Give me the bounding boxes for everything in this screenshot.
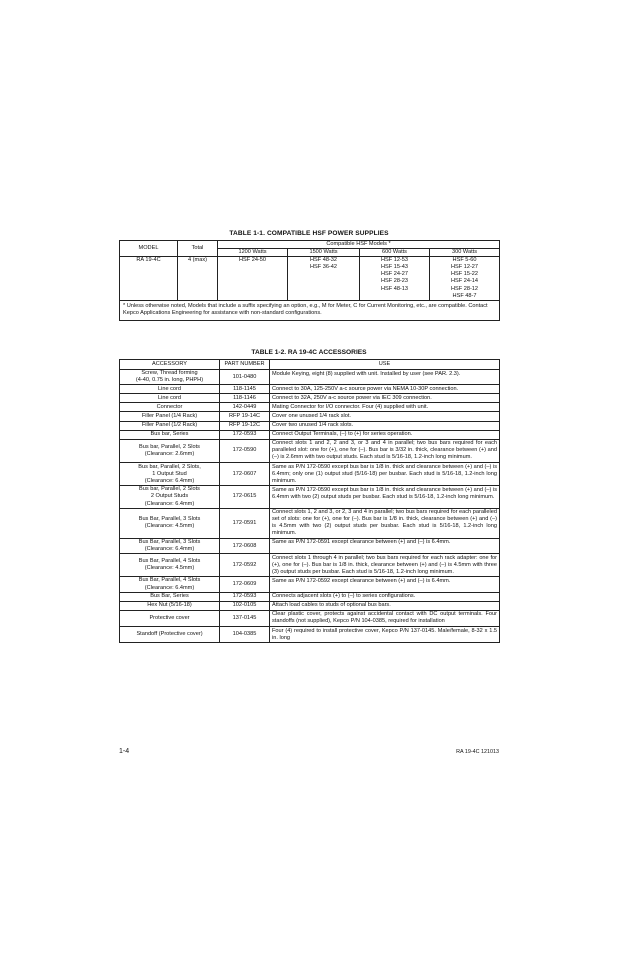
table1-model-cell: RA 19-4C [120, 257, 178, 301]
use-cell: Four (4) required to install protective cover, Kepco P/N 137-0145. Male/female, 8-32 x 1.5 in. long [270, 627, 500, 643]
use-cell: Connect Output Terminals, (–) to (+) for series operation. [270, 430, 500, 439]
table-row [120, 439, 500, 462]
part-number-cell: 142-0449 [220, 403, 270, 412]
use-cell: Connect to 30A, 125-250V a-c source power via NEMA 10-30P connection. [270, 385, 500, 394]
accessory-cell [120, 385, 220, 394]
hsf-model-entry: HSF 5-60 [452, 257, 477, 264]
table1-header-model: MODEL [120, 241, 178, 257]
accessory-cell [120, 508, 220, 538]
accessory-line: Screw, Thread forming [141, 370, 198, 376]
hsf-model-entry: HSF 15-43 [380, 264, 409, 271]
table-row [120, 430, 500, 439]
use-cell: Connect slots 1, 2 and 3, or 2, 3 and 4 in parallel; two bus bars required for each paralleled set of slots: one for (+), one for (–). Bus bar is 1/8 in. thick, clearance between (+) and (–) is 4.5mm with two (2) output studs per busbar. Each stud is 5/16-18, 1.2-inch long minimum. [270, 508, 500, 538]
table-row [120, 385, 500, 394]
table1-row [120, 257, 500, 301]
accessory-line: Connector [156, 403, 183, 410]
part-number-cell: 104-0385 [220, 627, 270, 643]
accessory-line: (Clearance: 4.5mm) [144, 523, 195, 530]
part-number-cell: 172-0593 [220, 430, 270, 439]
accessory-cell [120, 538, 220, 553]
accessory-line: (Clearance: 6.4mm) [144, 584, 195, 591]
accessory-line: Bus Bar, Series [150, 593, 189, 600]
table2-header-use: USE [270, 360, 500, 370]
accessory-line: (Clearance: 4.5mm) [144, 565, 195, 572]
accessory-line: (Clearance: 6.4mm) [144, 546, 195, 553]
accessory-line: 1 Output Stud [152, 470, 187, 477]
hsf-model-entry: HSF 28-23 [380, 278, 409, 285]
accessory-cell [120, 439, 220, 462]
document-id: RA 19-4C 121013 [456, 749, 499, 755]
table1-header-watts: 600 Watts [360, 249, 430, 257]
hsf-model-entry: HSF 48-7 [452, 292, 477, 299]
hsf-model-entry: HSF 36-42 [309, 264, 338, 271]
table1-header-watts: 300 Watts [430, 249, 500, 257]
table-row [120, 394, 500, 403]
table-row [120, 412, 500, 421]
part-number-cell: 172-0608 [220, 538, 270, 553]
table-row [120, 508, 500, 538]
use-cell: Cover one unused 1/4 rack slot. [270, 412, 500, 421]
accessory-cell [120, 370, 220, 385]
table1-title: TABLE 1-1. COMPATIBLE HSF POWER SUPPLIES [229, 230, 389, 237]
table-row [120, 403, 500, 412]
accessory-line: Bus Bar, Parallel, 3 Slots [138, 516, 201, 523]
table-row [120, 601, 500, 610]
page-number: 1-4 [119, 748, 130, 755]
table-row [120, 370, 500, 385]
hsf-model-entry: HSF 28-12 [450, 285, 479, 292]
table1-total-cell: 4 (max) [178, 257, 218, 301]
accessory-line: (4-40, 0.75 in. long, PHPH) [135, 377, 204, 384]
part-number-cell: RFP 19-14C [220, 412, 270, 421]
hsf-model-entry: HSF 24-27 [380, 271, 409, 278]
accessory-line: Protective cover [149, 614, 190, 621]
part-number-cell: 137-0145 [220, 610, 270, 626]
table1-models-cell [430, 257, 500, 301]
hsf-model-entry: HSF 48-13 [380, 285, 409, 292]
table-row [120, 463, 500, 486]
table-row [120, 538, 500, 553]
use-cell: Same as P/N 172-0590 except bus bar is 1/8 in. thick and clearance between (+) and (–) is 6.4mm with two (2) output studs per busbar. Each stud is 5/16-18, 1.2-inch long minimum. [270, 486, 500, 508]
part-number-cell: 102-0105 [220, 601, 270, 610]
accessory-cell [120, 403, 220, 412]
accessory-line: Bus Bar, Parallel, 4 Slots [138, 577, 201, 584]
table-row [120, 554, 500, 577]
use-cell: Clear plastic cover, protects against accidental contact with DC output terminals. Four standoffs (not supplied), Kepco P/N 104-0385, required for installation [270, 610, 500, 626]
accessory-cell [120, 627, 220, 643]
part-number-cell: 118-1146 [220, 394, 270, 403]
accessory-line: Line cord [157, 394, 181, 401]
accessory-line: Standoff (Protective cover) [136, 631, 203, 638]
accessory-cell [120, 577, 220, 592]
hsf-model-entry: HSF 12-53 [380, 257, 409, 264]
table-row [120, 627, 500, 643]
use-cell: Same as P/N 172-0590 except bus bar is 1/8 in. thick and clearance between (+) and (–) is 6.4mm; only one (1) output stud (5/16-18) per busbar. Each stud is 5/16-18, 1.2-inch long minimum. [270, 463, 500, 486]
table-row [120, 610, 500, 626]
accessory-line: Hex Nut (5/16-18) [147, 602, 192, 609]
accessory-line: Bus bar, Parallel, 2 Slots [139, 486, 200, 493]
part-number-cell: 118-1145 [220, 385, 270, 394]
table2-header-accessory: ACCESSORY [120, 360, 220, 370]
hsf-model-entry: HSF 24-14 [450, 278, 479, 285]
accessory-cell [120, 554, 220, 577]
hsf-model-entry: HSF 12-27 [450, 264, 479, 271]
table1-footnote: * Unless otherwise noted, Models that include a suffix specifying an option, e.g., M for Meter, C for Current Monitoring, etc., are compatible. Contact Kepco Applications Engineering for assistance with non-standard configurations. [120, 300, 500, 320]
accessory-cell [120, 592, 220, 601]
table-row [120, 421, 500, 430]
accessory-line: (Clearance: 2.6mm) [144, 450, 195, 457]
accessory-line: Bus Bar, Parallel, 4 Slots [138, 558, 201, 565]
accessory-line: Filler Panel (1/2 Rack) [141, 422, 198, 429]
hsf-model-entry: HSF 15-22 [450, 271, 479, 278]
part-number-cell: 172-0593 [220, 592, 270, 601]
hsf-model-entry: HSF 24-50 [238, 257, 267, 264]
part-number-cell: 101-0480 [220, 370, 270, 385]
use-cell: Module Keying, eight (8) supplied with unit. Installed by user (see PAR. 2.3). [270, 370, 500, 385]
table2-title: TABLE 1-2. RA 19-4C ACCESSORIES [251, 349, 367, 356]
use-cell: Cover two unused 1/4 rack slots. [270, 421, 500, 430]
table2-header-part-number: PART NUMBER [220, 360, 270, 370]
table1-header-watts: 1200 Watts [218, 249, 288, 257]
table1-header-total: Total [178, 241, 218, 257]
accessory-cell [120, 430, 220, 439]
use-cell: Attach load cables to studs of optional bus bars. [270, 601, 500, 610]
hsf-model-entry: HSF 48-32 [309, 257, 338, 264]
table1-header-compatible: Compatible HSF Models * [218, 241, 500, 249]
accessory-line: (Clearance: 6.4mm) [144, 477, 195, 484]
table1-models-cell [288, 257, 360, 301]
accessory-line: Bus Bar, Parallel, 3 Slots [138, 538, 201, 545]
use-cell: Connects adjacent slots (+) to (–) to series configurations. [270, 592, 500, 601]
part-number-cell: 172-0591 [220, 508, 270, 538]
accessory-line: Bus bar, Series [150, 431, 189, 438]
accessory-cell [120, 601, 220, 610]
accessory-cell [120, 421, 220, 430]
use-cell: Connect slots 1 through 4 in parallel; two bus bars required for each rack adapter: one for (+), one for (–). Bus bar is 1/8 in. thick, clearance between (+) and (–) is 4.5mm with three (3) output studs per busbar. Each stud is 5/16-18, 1.2-inch long minimum. [270, 554, 500, 577]
table-row [120, 592, 500, 601]
use-cell: Same as P/N 172-0591 except clearance between (+) and (–) is 6.4mm. [270, 538, 500, 553]
accessories-table-body [120, 370, 500, 643]
use-cell: Connect to 32A, 250V a-c source power via IEC 309 connection. [270, 394, 500, 403]
accessory-line: (Clearance: 6.4mm) [144, 500, 195, 507]
accessory-cell [120, 412, 220, 421]
accessory-line: Line cord [157, 385, 181, 392]
compatible-hsf-table [119, 240, 500, 321]
accessory-cell [120, 486, 220, 508]
table1-models-cell [218, 257, 288, 301]
accessory-cell [120, 394, 220, 403]
part-number-cell: 172-0615 [220, 486, 270, 508]
table-row [120, 577, 500, 592]
table1-models-cell [360, 257, 430, 301]
use-cell: Connect slots 1 and 2, 2 and 3, or 3 and 4 in parallel; two bus bars required for each paralleled slot: one for (+), one for (–). Bus bar is 3/32 in. thick, clearance between (+) and (–) is 2.6mm with two output studs. Each stud is 5/16-18, 1.2-inch long minimum. [270, 439, 500, 462]
use-cell: Same as P/N 172-0592 except clearance between (+) and (–) is 6.4mm. [270, 577, 500, 592]
use-cell: Mating Connector for I/O connector. Four (4) supplied with unit. [270, 403, 500, 412]
accessory-line: Bus bar, Parallel, 2 Slots [139, 443, 200, 450]
table1-header-watts: 1500 Watts [288, 249, 360, 257]
accessory-line: 2 Output Studs [150, 493, 189, 500]
accessory-line: Filler Panel (1/4 Rack) [141, 412, 198, 419]
part-number-cell: 172-0590 [220, 439, 270, 462]
accessory-cell [120, 610, 220, 626]
part-number-cell: 172-0592 [220, 554, 270, 577]
accessories-table [119, 359, 500, 643]
part-number-cell: RFP 19-12C [220, 421, 270, 430]
table-row [120, 486, 500, 508]
part-number-cell: 172-0607 [220, 463, 270, 486]
part-number-cell: 172-0609 [220, 577, 270, 592]
accessory-line: Bus bar, Parallel, 2 Slots, [138, 463, 201, 470]
accessory-cell [120, 463, 220, 486]
